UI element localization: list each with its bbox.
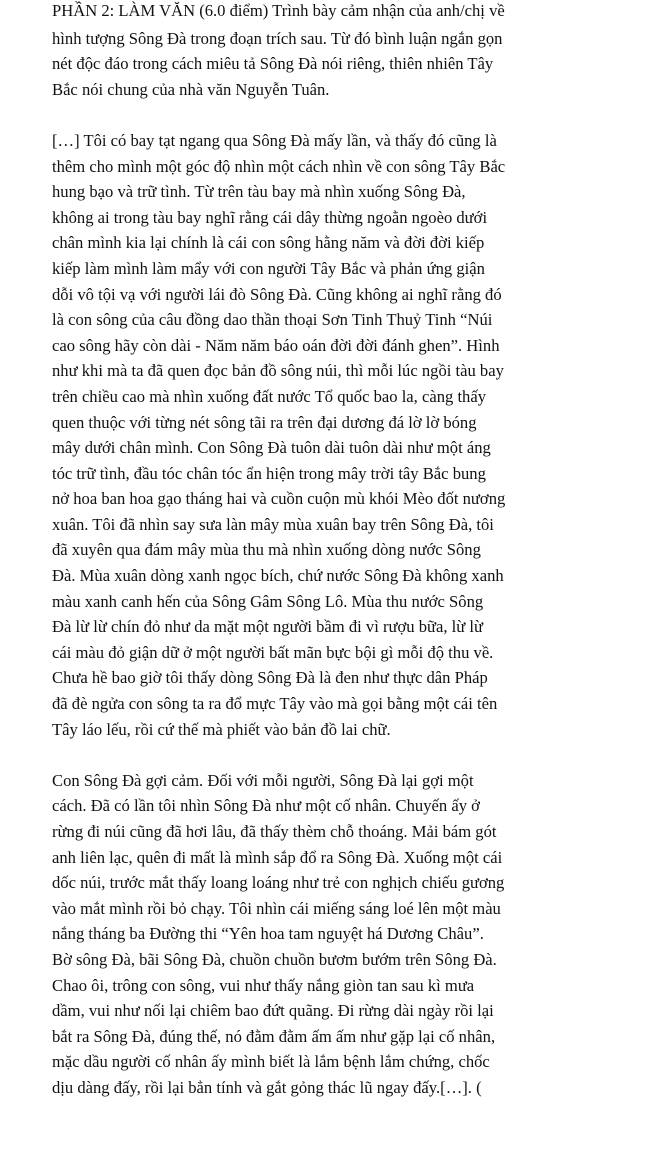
text-line: như khi mà ta đã quen đọc bản đồ sông núi, thì mỗi lúc ngồi tàu bay <box>52 361 504 381</box>
text-line: trên chiều cao mà nhìn xuống đất nước Tổ quốc bao la, càng thấy <box>52 386 487 406</box>
text-line: là con sông của câu đồng dao thần thoại Sơn Tinh Thuỷ Tinh “Núi <box>52 310 493 330</box>
heading-line: nét độc đáo trong cách miêu tả Sông Đà nói riêng, thiên nhiên Tây <box>52 54 494 74</box>
text-line: Chao ôi, trông con sông, vui như thấy nắng giòn tan sau kì mưa <box>52 975 475 995</box>
text-line: bắt ra Sông Đà, đúng thế, nó đằm đằm ấm ấm như gặp lại cố nhân, <box>52 1026 496 1046</box>
text-line: Đà lừ lừ chín đỏ như da mặt một người bầm đi vì rượu bữa, lừ lừ <box>52 617 483 637</box>
text-line: kiếp làm mình làm mẩy với con người Tây Bắc và phản ứng giận <box>52 258 485 278</box>
excerpt-paragraph-2 <box>52 768 612 1101</box>
text-line: dầm, vui như nối lại chiêm bao đứt quãng. Đi rừng dài ngày rồi lại <box>52 1001 494 1021</box>
text-line: dỗi vô tội vạ với người lái đò Sông Đà. Cũng không ai nghĩ rằng đó <box>52 284 502 304</box>
text-line: Đà. Mùa xuân dòng xanh ngọc bích, chứ nước Sông Đà không xanh <box>52 566 504 586</box>
text-line: cao sông hãy còn dài - Năm năm báo oán đời đời đánh ghen”. Hình <box>52 335 500 355</box>
text-line: nắng tháng ba Đường thi “Yên hoa tam nguyệt há Dương Châu”. <box>52 924 484 944</box>
text-line: Chưa hề bao giờ tôi thấy dòng Sông Đà là đen như thực dân Pháp <box>52 668 488 688</box>
text-line: mây dưới chân mình. Con Sông Đà tuôn dài tuôn dài như một áng <box>52 438 491 458</box>
text-line: thêm cho mình một góc độ nhìn một cách nhìn về con sông Tây Bắc <box>52 156 506 176</box>
text-line: Con Sông Đà gợi cảm. Đối với mỗi người, Sông Đà lại gợi một <box>52 770 474 790</box>
text-line: nở hoa ban hoa gạo tháng hai và cuồn cuộn mù khói Mèo đốt nương <box>52 489 506 509</box>
text-line: dịu dàng đấy, rồi lại bẳn tính và gắt gỏng thác lũ ngay đấy.[…]. ( <box>52 1077 482 1097</box>
text-line: tóc trữ tình, đầu tóc chân tóc ẩn hiện trong mây trời tây Bắc bung <box>52 463 486 483</box>
text-line: […] Tôi có bay tạt ngang qua Sông Đà mấy lần, và thấy đó cũng là <box>52 130 497 150</box>
text-line: đã xuyên qua đám mây mùa thu mà nhìn xuống dòng nước Sông <box>52 540 481 560</box>
text-line: chân mình kia lại chính là cái con sông hằng năm và đời đời kiếp <box>52 233 485 253</box>
text-line: anh liên lạc, quên đi mất là mình sắp đổ ra Sông Đà. Xuống một cái <box>52 847 503 867</box>
heading-line: Bắc nói chung của nhà văn Nguyễn Tuân. <box>52 79 330 99</box>
task-heading <box>52 0 612 102</box>
text-line: mặc dầu người cố nhân ấy mình biết là lắm bệnh lắm chứng, chốc <box>52 1052 490 1072</box>
excerpt-paragraph-1 <box>52 128 612 742</box>
heading-line: hình tượng Sông Đà trong đoạn trích sau. Từ đó bình luận ngắn gọn <box>52 28 503 48</box>
text-line: hung bạo và trữ tình. Từ trên tàu bay mà nhìn xuống Sông Đà, <box>52 182 466 202</box>
text-line: không ai trong tàu bay nghĩ rằng cái dây thừng ngoằn ngoèo dưới <box>52 207 488 227</box>
text-line: cách. Đã có lần tôi nhìn Sông Đà như một cố nhân. Chuyến ấy ở <box>52 796 480 816</box>
text-line: rừng đi núi cũng đã hơi lâu, đã thấy thèm chỗ thoáng. Mải bám gót <box>52 822 497 841</box>
text-line: quen thuộc với từng nét sông tãi ra trên đại dương đá lờ lờ bóng <box>52 412 477 432</box>
heading-line: PHẦN 2: LÀM VĂN (6.0 điểm) Trình bày cảm nhận của anh/chị về <box>52 1 505 20</box>
text-line: vào mắt mình rồi bỏ chạy. Tôi nhìn cái miếng sáng loé lên một màu <box>52 898 501 918</box>
text-line: Tây láo lếu, rồi cứ thế mà phiết vào bản đồ lai chữ. <box>52 719 391 739</box>
text-line: Bờ sông Đà, bãi Sông Đà, chuồn chuồn bươm bướm trên Sông Đà. <box>52 949 497 969</box>
text-line: xuân. Tôi đã nhìn say sưa làn mây mùa xuân bay trên Sông Đà, tôi <box>52 514 494 534</box>
text-line: màu xanh canh hến của Sông Gâm Sông Lô. Mùa thu nước Sông <box>52 591 484 611</box>
text-line: cái màu đỏ giận dữ ở một người bất mãn bực bội gì mỗi độ thu về. <box>52 642 494 662</box>
text-line: đã đè ngửa con sông ta ra đổ mực Tây vào mà gọi bằng một cái tên <box>52 694 498 714</box>
text-line: dốc núi, trước mắt thấy loang loáng như trẻ con nghịch chiếu gương <box>52 873 505 893</box>
